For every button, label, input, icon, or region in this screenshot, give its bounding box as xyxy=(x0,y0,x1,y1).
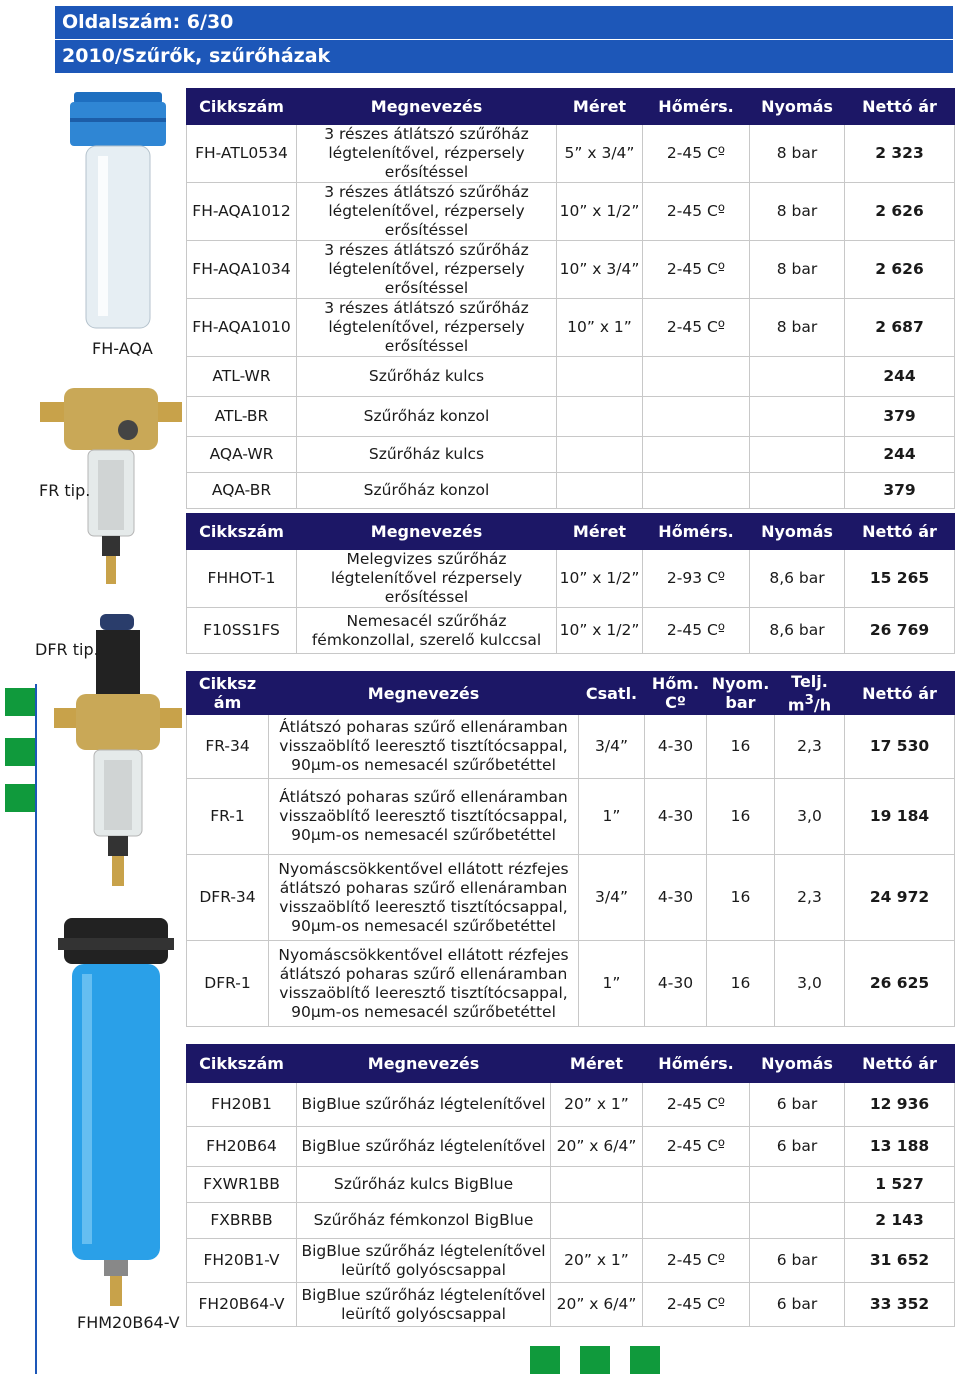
product-size: 20” x 6/4” xyxy=(551,1127,643,1167)
product-price: 2 626 xyxy=(845,241,955,299)
product-temp: 2-45 Cº xyxy=(643,1127,750,1167)
product-name: 3 részes átlátszó szűrőház légtelenítővel, rézpersely erősítéssel xyxy=(297,241,557,299)
product-temp xyxy=(643,357,750,397)
product-temp: 2-45 Cº xyxy=(643,608,750,654)
product-size: 10” x 1/2” xyxy=(557,183,643,241)
product-code: ATL-WR xyxy=(187,357,297,397)
table-row xyxy=(187,550,955,608)
table-row xyxy=(187,397,955,437)
product-temp xyxy=(643,1167,750,1203)
product-name: BigBlue szűrőház légtelenítővel xyxy=(297,1127,551,1167)
product-temp: 2-45 Cº xyxy=(643,241,750,299)
product-price: 13 188 xyxy=(845,1127,955,1167)
product-flow: 2,3 xyxy=(775,715,845,779)
col-header: Cikkszám xyxy=(187,89,297,125)
green-square xyxy=(630,1346,660,1374)
col-header: Cikkszám xyxy=(187,514,297,550)
col-header: Hőmérs. xyxy=(643,89,750,125)
col-header: Csatl. xyxy=(579,672,645,715)
product-size: 20” x 1” xyxy=(551,1083,643,1127)
col-header: Megnevezés xyxy=(297,89,557,125)
product-pressure: 16 xyxy=(707,779,775,855)
col-header: Megnevezés xyxy=(297,514,557,550)
dfr-type-label: DFR tip. xyxy=(35,640,99,659)
product-name: Szűrőház kulcs xyxy=(297,357,557,397)
product-size: 10” x 3/4” xyxy=(557,241,643,299)
table-header-row xyxy=(187,89,955,125)
side-divider xyxy=(35,684,37,1374)
category-bar xyxy=(55,40,953,73)
product-code: FR-1 xyxy=(187,779,269,855)
product-connection: 1” xyxy=(579,941,645,1027)
product-name: 3 részes átlátszó szűrőház légtelenítővel, rézpersely erősítéssel xyxy=(297,125,557,183)
product-pressure: 6 bar xyxy=(750,1283,845,1327)
product-temp: 2-45 Cº xyxy=(643,183,750,241)
product-price: 24 972 xyxy=(845,855,955,941)
green-square xyxy=(5,688,35,716)
product-pressure: 6 bar xyxy=(750,1127,845,1167)
product-temp: 2-93 Cº xyxy=(643,550,750,608)
product-price: 12 936 xyxy=(845,1083,955,1127)
col-header: Megnevezés xyxy=(269,672,579,715)
product-temp: 2-45 Cº xyxy=(643,1239,750,1283)
product-pressure: 8 bar xyxy=(750,183,845,241)
product-name: Átlátszó poharas szűrő ellenáramban visszaöblítő leeresztő tisztítócsappal, 90µm-os nemesacél szűrőbetéttel xyxy=(269,779,579,855)
product-name: Szűrőház kulcs xyxy=(297,437,557,473)
col-header: Nyomás xyxy=(750,514,845,550)
backwash-filter-table xyxy=(186,671,955,1027)
product-name: Szűrőház kulcs BigBlue xyxy=(297,1167,551,1203)
green-square xyxy=(580,1346,610,1374)
product-price: 19 184 xyxy=(845,779,955,855)
product-price: 244 xyxy=(845,357,955,397)
product-price: 379 xyxy=(845,473,955,509)
category-title: 2010/Szűrők, szűrőházak xyxy=(62,45,331,67)
bigblue-table xyxy=(186,1044,955,1327)
product-size xyxy=(557,437,643,473)
product-temp xyxy=(643,1203,750,1239)
product-size xyxy=(551,1167,643,1203)
table-row xyxy=(187,1239,955,1283)
product-code: DFR-1 xyxy=(187,941,269,1027)
fr-type-label: FR tip. xyxy=(39,481,91,500)
col-header: Nettó ár xyxy=(845,672,955,715)
col-header: Hőm. Cº xyxy=(645,672,707,715)
product-temp: 4-30 xyxy=(645,715,707,779)
product-flow: 3,0 xyxy=(775,941,845,1027)
table-row xyxy=(187,437,955,473)
product-name: Nyomáscsökkentővel ellátott rézfejes átlátszó poharas szűrő ellenáramban visszaöblítő leeresztő tisztítócsappal, 90µm-os nemesacél szűrőbetéttel xyxy=(269,941,579,1027)
product-pressure: 8,6 bar xyxy=(750,608,845,654)
table-row xyxy=(187,941,955,1027)
product-pressure xyxy=(750,437,845,473)
product-pressure xyxy=(750,357,845,397)
special-housing-table xyxy=(186,513,955,654)
product-size: 20” x 6/4” xyxy=(551,1283,643,1327)
product-name: Szűrőház konzol xyxy=(297,397,557,437)
fh-aqa-label: FH-AQA xyxy=(92,339,153,358)
product-code: FXBRBB xyxy=(187,1203,297,1239)
product-temp: 2-45 Cº xyxy=(643,299,750,357)
col-header: Nettó ár xyxy=(845,89,955,125)
col-header: Nyom. bar xyxy=(707,672,775,715)
product-code: FR-34 xyxy=(187,715,269,779)
product-temp xyxy=(643,473,750,509)
table-row xyxy=(187,1167,955,1203)
product-name: 3 részes átlátszó szűrőház légtelenítővel, rézpersely erősítéssel xyxy=(297,183,557,241)
product-pressure: 8 bar xyxy=(750,241,845,299)
product-temp xyxy=(643,397,750,437)
table-header-row xyxy=(187,1045,955,1083)
product-pressure: 8 bar xyxy=(750,299,845,357)
col-header: Cikksz ám xyxy=(187,672,269,715)
product-price: 17 530 xyxy=(845,715,955,779)
product-code: FH20B1 xyxy=(187,1083,297,1127)
product-name: BigBlue szűrőház légtelenítővel leürítő golyóscsappal xyxy=(297,1283,551,1327)
bigblue-filter-image xyxy=(58,914,174,1312)
product-name: BigBlue szűrőház légtelenítővel leürítő golyóscsappal xyxy=(297,1239,551,1283)
table-row xyxy=(187,1127,955,1167)
green-square xyxy=(5,738,35,766)
page-number-bar xyxy=(55,6,953,39)
table-row xyxy=(187,855,955,941)
product-code: FH-ATL0534 xyxy=(187,125,297,183)
table-row xyxy=(187,1203,955,1239)
col-header: Méret xyxy=(551,1045,643,1083)
product-name: Átlátszó poharas szűrő ellenáramban visszaöblítő leeresztő tisztítócsappal, 90µm-os nemesacél szűrőbetéttel xyxy=(269,715,579,779)
housing-table xyxy=(186,88,955,509)
product-temp: 2-45 Cº xyxy=(643,125,750,183)
product-code: DFR-34 xyxy=(187,855,269,941)
table-row xyxy=(187,299,955,357)
product-size xyxy=(557,357,643,397)
product-pressure xyxy=(750,1203,845,1239)
product-price: 26 769 xyxy=(845,608,955,654)
product-pressure xyxy=(750,397,845,437)
product-size: 10” x 1” xyxy=(557,299,643,357)
product-temp: 2-45 Cº xyxy=(643,1083,750,1127)
product-code: FH-AQA1012 xyxy=(187,183,297,241)
product-flow: 3,0 xyxy=(775,779,845,855)
product-code: FXWR1BB xyxy=(187,1167,297,1203)
product-size xyxy=(557,397,643,437)
product-price: 2 626 xyxy=(845,183,955,241)
col-header: Cikkszám xyxy=(187,1045,297,1083)
green-square xyxy=(530,1346,560,1374)
product-connection: 3/4” xyxy=(579,855,645,941)
product-name: Szűrőház konzol xyxy=(297,473,557,509)
product-name: Szűrőház fémkonzol BigBlue xyxy=(297,1203,551,1239)
product-name: Melegvizes szűrőház légtelenítővel rézpersely erősítéssel xyxy=(297,550,557,608)
col-header: Hőmérs. xyxy=(643,514,750,550)
table-header-row xyxy=(187,514,955,550)
product-price: 2 143 xyxy=(845,1203,955,1239)
product-pressure: 6 bar xyxy=(750,1083,845,1127)
green-square xyxy=(5,784,35,812)
product-temp: 2-45 Cº xyxy=(643,1283,750,1327)
product-code: AQA-BR xyxy=(187,473,297,509)
col-header: Méret xyxy=(557,89,643,125)
product-price: 33 352 xyxy=(845,1283,955,1327)
product-pressure: 8,6 bar xyxy=(750,550,845,608)
product-temp: 4-30 xyxy=(645,941,707,1027)
product-flow: 2,3 xyxy=(775,855,845,941)
product-price: 1 527 xyxy=(845,1167,955,1203)
product-size: 10” x 1/2” xyxy=(557,550,643,608)
product-code: F10SS1FS xyxy=(187,608,297,654)
product-name: Nyomáscsökkentővel ellátott rézfejes átlátszó poharas szűrő ellenáramban visszaöblítő leeresztő tisztítócsappal, 90µm-os nemesacél szűrőbetéttel xyxy=(269,855,579,941)
product-size xyxy=(551,1203,643,1239)
product-price: 31 652 xyxy=(845,1239,955,1283)
product-code: FH20B1-V xyxy=(187,1239,297,1283)
product-pressure xyxy=(750,1167,845,1203)
product-size xyxy=(557,473,643,509)
product-pressure: 16 xyxy=(707,715,775,779)
col-header: Telj. $m^3/h$ xyxy=(775,672,845,715)
col-header: Nettó ár xyxy=(845,514,955,550)
product-pressure: 16 xyxy=(707,855,775,941)
table-row xyxy=(187,241,955,299)
table-header-row xyxy=(187,672,955,715)
table-row xyxy=(187,183,955,241)
col-header: Nyomás xyxy=(750,1045,845,1083)
product-connection: 1” xyxy=(579,779,645,855)
product-size: 5” x 3/4” xyxy=(557,125,643,183)
product-size: 10” x 1/2” xyxy=(557,608,643,654)
product-pressure: 6 bar xyxy=(750,1239,845,1283)
product-temp xyxy=(643,437,750,473)
product-pressure: 8 bar xyxy=(750,125,845,183)
product-code: FH-AQA1010 xyxy=(187,299,297,357)
product-price: 244 xyxy=(845,437,955,473)
page-number: Oldalszám: 6/30 xyxy=(62,11,234,33)
product-price: 26 625 xyxy=(845,941,955,1027)
col-header: Megnevezés xyxy=(297,1045,551,1083)
product-code: AQA-WR xyxy=(187,437,297,473)
product-connection: 3/4” xyxy=(579,715,645,779)
table-row xyxy=(187,125,955,183)
table-row xyxy=(187,608,955,654)
product-code: FHHOT-1 xyxy=(187,550,297,608)
product-code: FH20B64-V xyxy=(187,1283,297,1327)
product-name: Nemesacél szűrőház fémkonzollal, szerelő kulccsal xyxy=(297,608,557,654)
product-price: 2 323 xyxy=(845,125,955,183)
product-pressure xyxy=(750,473,845,509)
product-price: 2 687 xyxy=(845,299,955,357)
table-row xyxy=(187,779,955,855)
fh-aqa-filter-image xyxy=(68,88,168,338)
table-row xyxy=(187,473,955,509)
product-name: BigBlue szűrőház légtelenítővel xyxy=(297,1083,551,1127)
product-code: ATL-BR xyxy=(187,397,297,437)
table-row xyxy=(187,1083,955,1127)
product-code: FH20B64 xyxy=(187,1127,297,1167)
col-header: Nyomás xyxy=(750,89,845,125)
product-pressure: 16 xyxy=(707,941,775,1027)
product-temp: 4-30 xyxy=(645,855,707,941)
product-price: 15 265 xyxy=(845,550,955,608)
product-code: FH-AQA1034 xyxy=(187,241,297,299)
col-header: Hőmérs. xyxy=(643,1045,750,1083)
product-size: 20” x 1” xyxy=(551,1239,643,1283)
col-header: Nettó ár xyxy=(845,1045,955,1083)
col-header: Méret xyxy=(557,514,643,550)
table-row xyxy=(187,357,955,397)
product-temp: 4-30 xyxy=(645,779,707,855)
product-name: 3 részes átlátszó szűrőház légtelenítővel, rézpersely erősítéssel xyxy=(297,299,557,357)
fhm20b64-v-label: FHM20B64-V xyxy=(77,1313,180,1332)
table-row xyxy=(187,1283,955,1327)
product-price: 379 xyxy=(845,397,955,437)
table-row xyxy=(187,715,955,779)
